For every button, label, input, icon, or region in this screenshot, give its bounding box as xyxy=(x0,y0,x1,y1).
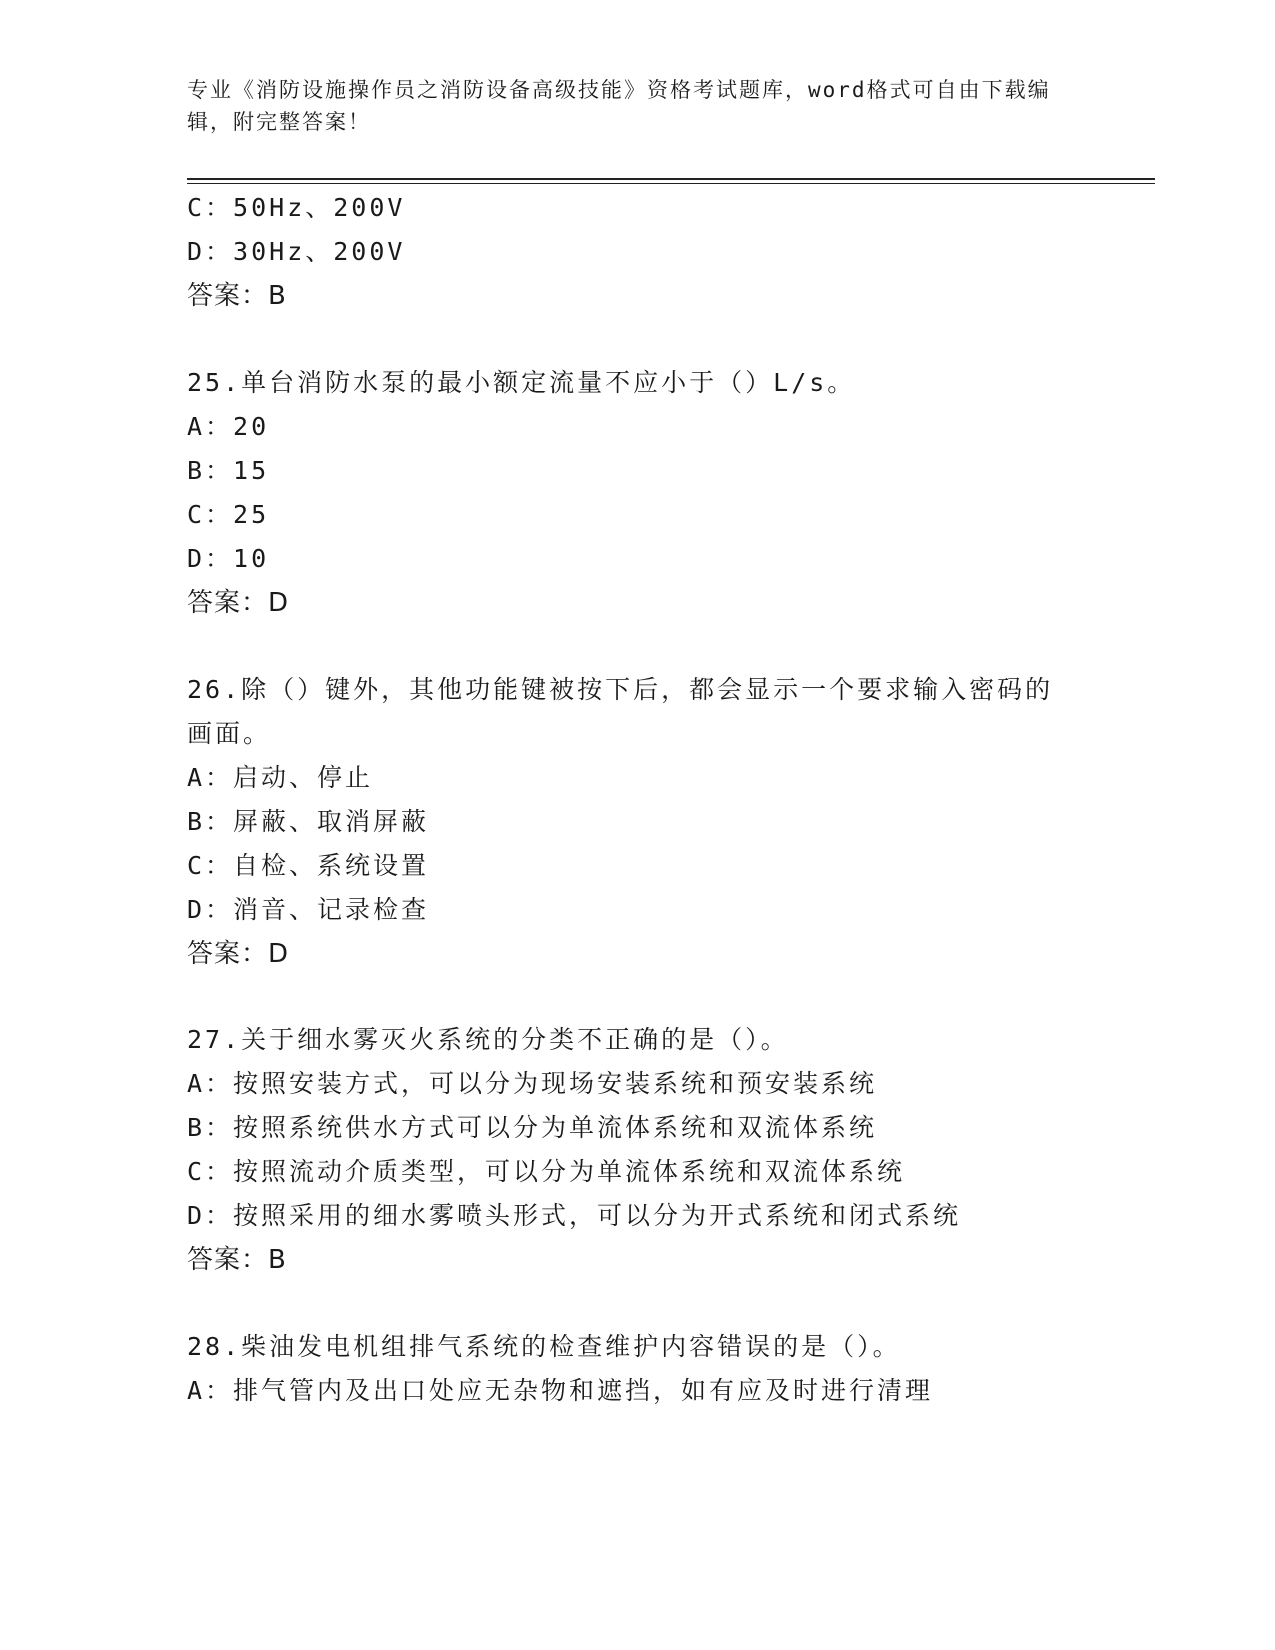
option-a: A：按照安装方式，可以分为现场安装系统和预安装系统 xyxy=(187,1069,878,1098)
option-d: D：10 xyxy=(187,544,270,573)
option-c: C：50Hz、200V xyxy=(187,193,406,222)
answer-label: 答案：D xyxy=(187,939,290,969)
document-header: 专业《消防设施操作员之消防设备高级技能》资格考试题库，word格式可自由下载编辑，附完整答案！ xyxy=(187,78,1051,134)
answer-label: 答案：B xyxy=(187,1245,287,1275)
question-stem: 28.柴油发电机组排气系统的检查维护内容错误的是（）。 xyxy=(187,1332,901,1361)
option-c: C：按照流动介质类型，可以分为单流体系统和双流体系统 xyxy=(187,1157,906,1186)
answer-label: 答案：B xyxy=(187,281,287,311)
question-stem: 27.关于细水雾灭火系统的分类不正确的是（）。 xyxy=(187,1025,789,1054)
question-stem-continuation: 画面。 xyxy=(187,719,272,748)
option-b: B：屏蔽、取消屏蔽 xyxy=(187,807,430,836)
option-d: D：消音、记录检查 xyxy=(187,895,430,924)
option-a: A：启动、停止 xyxy=(187,763,374,792)
option-d: D：30Hz、200V xyxy=(187,237,406,266)
option-a: A：排气管内及出口处应无杂物和遮挡，如有应及时进行清理 xyxy=(187,1376,934,1405)
question-stem: 25.单台消防水泵的最小额定流量不应小于（）L/s。 xyxy=(187,368,856,397)
option-c: C：25 xyxy=(187,500,270,529)
header-rule-thick xyxy=(187,178,1155,180)
option-c: C：自检、系统设置 xyxy=(187,851,430,880)
header-rule-thin xyxy=(187,183,1155,184)
option-d: D：按照采用的细水雾喷头形式，可以分为开式系统和闭式系统 xyxy=(187,1201,962,1230)
question-stem: 26.除（）键外，其他功能键被按下后，都会显示一个要求输入密码的 xyxy=(187,675,1054,704)
option-a: A：20 xyxy=(187,412,270,441)
option-b: B：按照系统供水方式可以分为单流体系统和双流体系统 xyxy=(187,1113,878,1142)
answer-label: 答案：D xyxy=(187,588,290,618)
option-b: B：15 xyxy=(187,456,270,485)
